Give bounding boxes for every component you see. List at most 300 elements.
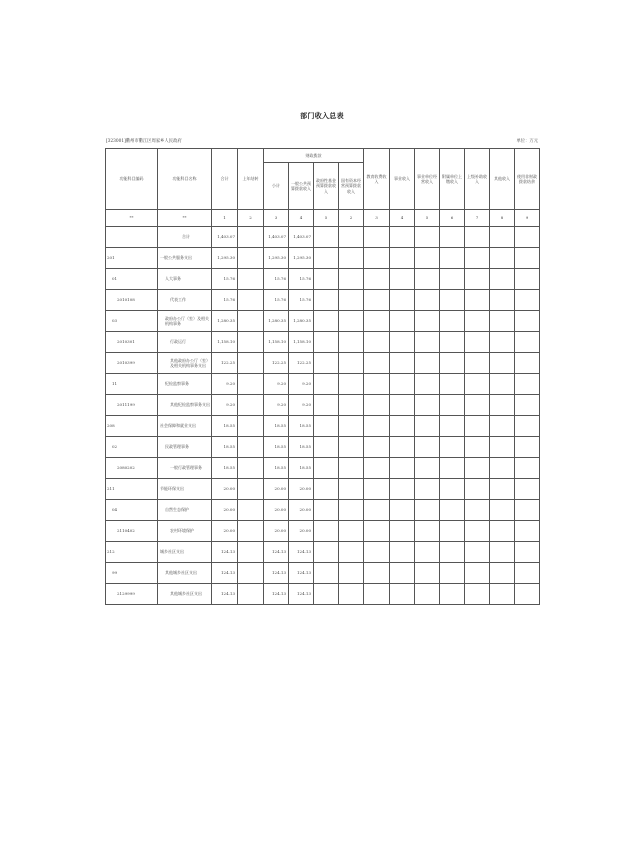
- index-cell: 4: [390, 210, 415, 227]
- cell-empty: [515, 374, 540, 395]
- cell-empty: [415, 437, 440, 458]
- cell-empty: [390, 311, 415, 332]
- cell-empty: [465, 290, 490, 311]
- cell-empty: [490, 521, 515, 542]
- cell-empty: [390, 374, 415, 395]
- cell-empty: [364, 332, 390, 353]
- cell-empty: [364, 458, 390, 479]
- table-row: [106, 521, 540, 542]
- cell-empty: [339, 269, 364, 290]
- cell-empty: [339, 290, 364, 311]
- cell-empty: [364, 248, 390, 269]
- table-row: [106, 269, 540, 290]
- cell-empty: [440, 248, 465, 269]
- cell-code: 2010108: [106, 290, 158, 311]
- cell-empty: [465, 395, 490, 416]
- header-reserved-funds: 使用非财政拨款结余: [515, 149, 540, 210]
- cell-empty: [490, 227, 515, 248]
- cell-empty: [364, 479, 390, 500]
- cell-empty: [390, 416, 415, 437]
- cell-empty: [390, 521, 415, 542]
- cell-empty: [465, 311, 490, 332]
- cell-carryover: [238, 290, 264, 311]
- cell-empty: [490, 332, 515, 353]
- cell-subtotal: 18.55: [264, 416, 289, 437]
- cell-empty: [440, 269, 465, 290]
- cell-empty: [364, 542, 390, 563]
- cell-empty: [390, 479, 415, 500]
- cell-empty: [314, 563, 339, 584]
- cell-empty: [415, 584, 440, 605]
- cell-name: 其他城乡社区支出: [158, 584, 212, 605]
- cell-empty: [415, 458, 440, 479]
- cell-empty: [490, 353, 515, 374]
- index-cell: 2: [339, 210, 364, 227]
- cell-empty: [490, 248, 515, 269]
- cell-name: 其他城乡社区支出: [158, 563, 212, 584]
- cell-subtotal: 122.25: [264, 353, 289, 374]
- cell-empty: [390, 290, 415, 311]
- cell-carryover: [238, 563, 264, 584]
- cell-carryover: [238, 500, 264, 521]
- cell-empty: [465, 584, 490, 605]
- cell-empty: [364, 311, 390, 332]
- cell-name: 节能环保支出: [158, 479, 212, 500]
- cell-empty: [364, 290, 390, 311]
- cell-empty: [314, 374, 339, 395]
- header-higher-subsidy: 上级补助收入: [465, 149, 490, 210]
- cell-name: 民政管理事务: [158, 437, 212, 458]
- index-cell: 3: [264, 210, 289, 227]
- cell-empty: [465, 374, 490, 395]
- cell-empty: [339, 416, 364, 437]
- cell-empty: [440, 311, 465, 332]
- cell-general-budget: 1,295.30: [289, 248, 314, 269]
- cell-general-budget: 15.76: [289, 269, 314, 290]
- cell-empty: [465, 416, 490, 437]
- cell-code: 211: [106, 479, 158, 500]
- cell-general-budget: 15.76: [289, 290, 314, 311]
- cell-name: 合计: [158, 227, 212, 248]
- table-row: [106, 458, 540, 479]
- index-cell: **: [106, 210, 158, 227]
- cell-subtotal: 124.13: [264, 584, 289, 605]
- cell-carryover: [238, 437, 264, 458]
- cell-empty: [440, 542, 465, 563]
- cell-total: 18.55: [212, 416, 238, 437]
- cell-empty: [364, 416, 390, 437]
- table-row: [106, 416, 540, 437]
- cell-general-budget: 1,403.07: [289, 227, 314, 248]
- cell-code: 03: [106, 311, 158, 332]
- cell-name: 人大事务: [158, 269, 212, 290]
- cell-total: 20.00: [212, 521, 238, 542]
- cell-total: 122.25: [212, 353, 238, 374]
- cell-empty: [314, 584, 339, 605]
- cell-code: 212: [106, 542, 158, 563]
- cell-empty: [415, 269, 440, 290]
- cell-empty: [515, 542, 540, 563]
- table-row: [106, 332, 540, 353]
- cell-total: 15.76: [212, 269, 238, 290]
- cell-empty: [515, 395, 540, 416]
- cell-empty: [390, 437, 415, 458]
- document-title: 部门收入总表: [300, 111, 344, 120]
- cell-empty: [490, 374, 515, 395]
- cell-empty: [515, 311, 540, 332]
- cell-name: 其他政府办公厅（室）及相关机构事务支出: [158, 353, 212, 374]
- index-cell: 3: [364, 210, 390, 227]
- cell-empty: [490, 311, 515, 332]
- cell-empty: [465, 248, 490, 269]
- cell-subtotal: 20.00: [264, 479, 289, 500]
- cell-code: 2010301: [106, 332, 158, 353]
- income-summary-table: [105, 148, 540, 605]
- cell-empty: [390, 227, 415, 248]
- table-body: [106, 227, 540, 605]
- cell-general-budget: 124.13: [289, 584, 314, 605]
- header-special-fund: 教育收费收入: [364, 149, 390, 210]
- cell-total: 15.76: [212, 290, 238, 311]
- cell-carryover: [238, 248, 264, 269]
- cell-empty: [314, 500, 339, 521]
- cell-empty: [364, 500, 390, 521]
- cell-empty: [440, 584, 465, 605]
- cell-empty: [440, 563, 465, 584]
- cell-name: 政府办公厅（室）及相关机构事务: [158, 311, 212, 332]
- cell-empty: [314, 416, 339, 437]
- cell-empty: [490, 416, 515, 437]
- cell-empty: [339, 374, 364, 395]
- cell-empty: [339, 227, 364, 248]
- cell-empty: [515, 269, 540, 290]
- cell-empty: [314, 290, 339, 311]
- cell-general-budget: 122.25: [289, 353, 314, 374]
- cell-empty: [415, 353, 440, 374]
- header-state-capital: 国有资本经营预算拨款收入: [339, 163, 364, 210]
- cell-empty: [440, 521, 465, 542]
- cell-empty: [440, 479, 465, 500]
- index-row: [106, 210, 540, 227]
- cell-empty: [339, 437, 364, 458]
- cell-empty: [515, 584, 540, 605]
- cell-subtotal: 124.13: [264, 542, 289, 563]
- cell-empty: [465, 437, 490, 458]
- unit-label: [323001]衢州市衢江区周家乡人民政府: [106, 139, 182, 144]
- cell-empty: [415, 521, 440, 542]
- cell-carryover: [238, 311, 264, 332]
- cell-subtotal: 20.00: [264, 500, 289, 521]
- cell-total: 9.20: [212, 374, 238, 395]
- cell-empty: [415, 563, 440, 584]
- cell-total: 18.55: [212, 458, 238, 479]
- cell-empty: [339, 458, 364, 479]
- cell-empty: [490, 437, 515, 458]
- cell-carryover: [238, 374, 264, 395]
- table-row: [106, 542, 540, 563]
- index-cell: 6: [440, 210, 465, 227]
- cell-empty: [314, 521, 339, 542]
- cell-empty: [339, 521, 364, 542]
- cell-empty: [339, 584, 364, 605]
- cell-empty: [339, 248, 364, 269]
- cell-empty: [515, 248, 540, 269]
- cell-code: 02: [106, 437, 158, 458]
- cell-empty: [415, 248, 440, 269]
- cell-empty: [465, 269, 490, 290]
- cell-empty: [515, 290, 540, 311]
- cell-empty: [415, 479, 440, 500]
- table-row: [106, 374, 540, 395]
- cell-empty: [440, 353, 465, 374]
- cell-carryover: [238, 269, 264, 290]
- table-row: [106, 395, 540, 416]
- cell-name: 农村环境保护: [158, 521, 212, 542]
- cell-empty: [440, 290, 465, 311]
- currency-label: 单位：万元: [516, 139, 538, 144]
- header-other-income: 其他收入: [490, 149, 515, 210]
- header-total: 合计: [212, 149, 238, 210]
- index-cell: 2: [238, 210, 264, 227]
- cell-subtotal: 124.13: [264, 563, 289, 584]
- cell-empty: [364, 374, 390, 395]
- header-subtotal: 小计: [264, 163, 289, 210]
- cell-empty: [515, 521, 540, 542]
- cell-empty: [440, 332, 465, 353]
- cell-empty: [490, 395, 515, 416]
- header-subordinate: 附属单位上缴收入: [440, 149, 465, 210]
- header-unit-business: 事业单位经营收入: [415, 149, 440, 210]
- cell-empty: [339, 311, 364, 332]
- cell-empty: [490, 479, 515, 500]
- cell-empty: [390, 248, 415, 269]
- cell-total: 1,158.10: [212, 332, 238, 353]
- table-row: [106, 500, 540, 521]
- cell-empty: [390, 500, 415, 521]
- cell-empty: [465, 500, 490, 521]
- cell-total: 1,280.35: [212, 311, 238, 332]
- cell-empty: [515, 332, 540, 353]
- index-cell: 1: [212, 210, 238, 227]
- cell-empty: [314, 353, 339, 374]
- cell-carryover: [238, 584, 264, 605]
- cell-subtotal: 1,403.07: [264, 227, 289, 248]
- cell-general-budget: 9.20: [289, 374, 314, 395]
- cell-general-budget: 124.13: [289, 542, 314, 563]
- cell-total: 20.00: [212, 500, 238, 521]
- cell-empty: [465, 479, 490, 500]
- table-row: [106, 290, 540, 311]
- cell-code: 2110402: [106, 521, 158, 542]
- cell-empty: [339, 542, 364, 563]
- cell-empty: [490, 500, 515, 521]
- cell-empty: [465, 353, 490, 374]
- cell-empty: [440, 437, 465, 458]
- cell-name: 纪检监察事务: [158, 374, 212, 395]
- index-cell: 5: [314, 210, 339, 227]
- cell-empty: [339, 353, 364, 374]
- cell-code: 04: [106, 500, 158, 521]
- table-row: [106, 248, 540, 269]
- cell-empty: [415, 227, 440, 248]
- cell-empty: [515, 227, 540, 248]
- cell-empty: [314, 311, 339, 332]
- document-page: [105, 90, 539, 650]
- cell-empty: [465, 542, 490, 563]
- cell-subtotal: 1,280.35: [264, 311, 289, 332]
- index-cell: 5: [415, 210, 440, 227]
- cell-total: 124.13: [212, 584, 238, 605]
- index-cell: 7: [465, 210, 490, 227]
- cell-empty: [364, 437, 390, 458]
- cell-code: 2080202: [106, 458, 158, 479]
- cell-subtotal: 1,295.30: [264, 248, 289, 269]
- cell-empty: [339, 500, 364, 521]
- cell-subtotal: 1,158.10: [264, 332, 289, 353]
- cell-empty: [314, 395, 339, 416]
- cell-empty: [364, 227, 390, 248]
- cell-carryover: [238, 395, 264, 416]
- cell-empty: [390, 395, 415, 416]
- cell-name: 代表工作: [158, 290, 212, 311]
- header-general-budget: 一般公共预算拨款收入: [289, 163, 314, 210]
- cell-empty: [364, 269, 390, 290]
- cell-subtotal: 18.55: [264, 437, 289, 458]
- cell-empty: [415, 311, 440, 332]
- cell-empty: [314, 332, 339, 353]
- cell-empty: [390, 542, 415, 563]
- table-row: [106, 311, 540, 332]
- cell-general-budget: 18.55: [289, 416, 314, 437]
- header-gov-fund: 政府性基金预算拨款收入: [314, 163, 339, 210]
- cell-empty: [465, 521, 490, 542]
- cell-empty: [415, 395, 440, 416]
- cell-name: 一般公共服务支出: [158, 248, 212, 269]
- cell-total: 124.13: [212, 563, 238, 584]
- cell-carryover: [238, 353, 264, 374]
- cell-general-budget: 20.00: [289, 500, 314, 521]
- cell-empty: [465, 332, 490, 353]
- cell-general-budget: 9.20: [289, 395, 314, 416]
- table-row: [106, 227, 540, 248]
- cell-empty: [415, 332, 440, 353]
- cell-empty: [515, 500, 540, 521]
- cell-empty: [415, 500, 440, 521]
- cell-subtotal: 15.76: [264, 290, 289, 311]
- header-carryover: 上年结转: [238, 149, 264, 210]
- cell-total: 9.20: [212, 395, 238, 416]
- cell-code: 2010399: [106, 353, 158, 374]
- cell-total: 1,295.30: [212, 248, 238, 269]
- cell-empty: [364, 395, 390, 416]
- cell-empty: [440, 416, 465, 437]
- cell-code: 201: [106, 248, 158, 269]
- cell-empty: [515, 563, 540, 584]
- cell-empty: [339, 479, 364, 500]
- header-name: 功能科目名称: [158, 149, 212, 210]
- cell-empty: [339, 563, 364, 584]
- cell-empty: [465, 227, 490, 248]
- cell-name: 自然生态保护: [158, 500, 212, 521]
- cell-subtotal: 15.76: [264, 269, 289, 290]
- cell-empty: [515, 479, 540, 500]
- cell-code: 208: [106, 416, 158, 437]
- cell-empty: [364, 521, 390, 542]
- cell-total: 18.55: [212, 437, 238, 458]
- cell-name: 其他纪检监察事务支出: [158, 395, 212, 416]
- cell-code: 01: [106, 269, 158, 290]
- cell-carryover: [238, 332, 264, 353]
- index-cell: 8: [490, 210, 515, 227]
- cell-general-budget: 20.00: [289, 479, 314, 500]
- cell-carryover: [238, 416, 264, 437]
- cell-empty: [465, 458, 490, 479]
- cell-empty: [490, 563, 515, 584]
- cell-name: 城乡社区支出: [158, 542, 212, 563]
- cell-empty: [515, 437, 540, 458]
- cell-carryover: [238, 458, 264, 479]
- cell-empty: [440, 395, 465, 416]
- cell-empty: [314, 269, 339, 290]
- cell-empty: [314, 248, 339, 269]
- cell-general-budget: 18.55: [289, 437, 314, 458]
- cell-total: 20.00: [212, 479, 238, 500]
- cell-name: 一般行政管理事务: [158, 458, 212, 479]
- cell-subtotal: 9.20: [264, 374, 289, 395]
- cell-empty: [415, 290, 440, 311]
- cell-empty: [390, 332, 415, 353]
- cell-empty: [415, 542, 440, 563]
- cell-total: 124.13: [212, 542, 238, 563]
- table-row: [106, 584, 540, 605]
- cell-empty: [390, 458, 415, 479]
- cell-empty: [314, 458, 339, 479]
- cell-empty: [314, 479, 339, 500]
- cell-code: 99: [106, 563, 158, 584]
- cell-empty: [465, 563, 490, 584]
- cell-general-budget: 18.55: [289, 458, 314, 479]
- cell-code: 2011199: [106, 395, 158, 416]
- cell-carryover: [238, 479, 264, 500]
- cell-subtotal: 18.55: [264, 458, 289, 479]
- cell-empty: [515, 416, 540, 437]
- cell-code: 2129999: [106, 584, 158, 605]
- cell-empty: [390, 563, 415, 584]
- cell-empty: [390, 584, 415, 605]
- cell-general-budget: 124.13: [289, 563, 314, 584]
- table-row: [106, 353, 540, 374]
- cell-name: 行政运行: [158, 332, 212, 353]
- cell-general-budget: 1,158.10: [289, 332, 314, 353]
- cell-empty: [415, 374, 440, 395]
- table-row: [106, 437, 540, 458]
- header-business-income: 事业收入: [390, 149, 415, 210]
- table-row: [106, 563, 540, 584]
- cell-empty: [364, 584, 390, 605]
- cell-empty: [314, 437, 339, 458]
- cell-empty: [490, 584, 515, 605]
- cell-total: 1,403.07: [212, 227, 238, 248]
- cell-code: [106, 227, 158, 248]
- index-cell: 9: [515, 210, 540, 227]
- cell-subtotal: 20.00: [264, 521, 289, 542]
- cell-empty: [364, 353, 390, 374]
- cell-code: 11: [106, 374, 158, 395]
- cell-empty: [339, 332, 364, 353]
- cell-empty: [490, 269, 515, 290]
- cell-empty: [440, 227, 465, 248]
- cell-empty: [364, 563, 390, 584]
